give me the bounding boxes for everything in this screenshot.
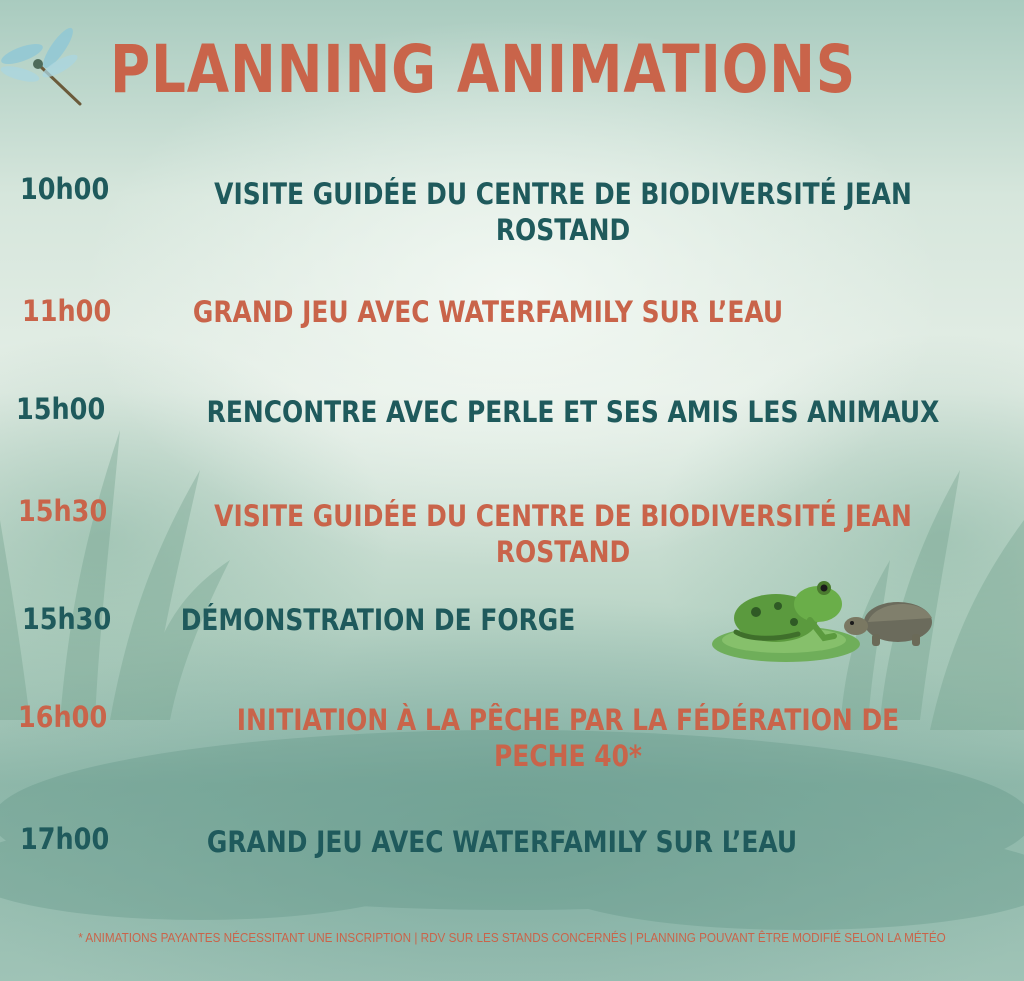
schedule-activity: DÉMONSTRATION DE FORGE [180, 603, 576, 637]
footnote: * ANIMATIONS PAYANTES NÉCESSITANT UNE INSCRIPTION | RDV SUR LES STANDS CONCERNÉS | PLANNING POUVANT ÊTRE MODIFIÉ SELON LA MÉTÉO [78, 930, 946, 945]
schedule-time: 15h30 [18, 494, 108, 528]
schedule-activity: RENCONTRE AVEC PERLE ET SES AMIS LES ANIMAUX [206, 395, 940, 429]
frog-icon [712, 581, 860, 662]
schedule-activity: GRAND JEU AVEC WATERFAMILY SUR L’EAU [206, 825, 798, 859]
frog-turtle-illustration [706, 566, 946, 670]
schedule-activity: VISITE GUIDÉE DU CENTRE DE BIODIVERSITÉ JEAN ROSTAND [214, 499, 912, 569]
schedule-activity: VISITE GUIDÉE DU CENTRE DE BIODIVERSITÉ JEAN ROSTAND [214, 177, 912, 247]
schedule-time: 16h00 [18, 700, 108, 734]
schedule-time: 10h00 [20, 172, 110, 206]
schedule-activity: INITIATION À LA PÊCHE PAR LA FÉDÉRATION DE PECHE 40* [236, 703, 900, 773]
dragonfly-icon [0, 26, 95, 116]
schedule-time: 15h00 [16, 392, 106, 426]
schedule-time: 15h30 [22, 602, 112, 636]
page-title: PLANNING ANIMATIONS [110, 31, 857, 108]
schedule-time: 17h00 [20, 822, 110, 856]
schedule-time: 11h00 [22, 294, 112, 328]
schedule-activity: GRAND JEU AVEC WATERFAMILY SUR L’EAU [192, 295, 784, 329]
